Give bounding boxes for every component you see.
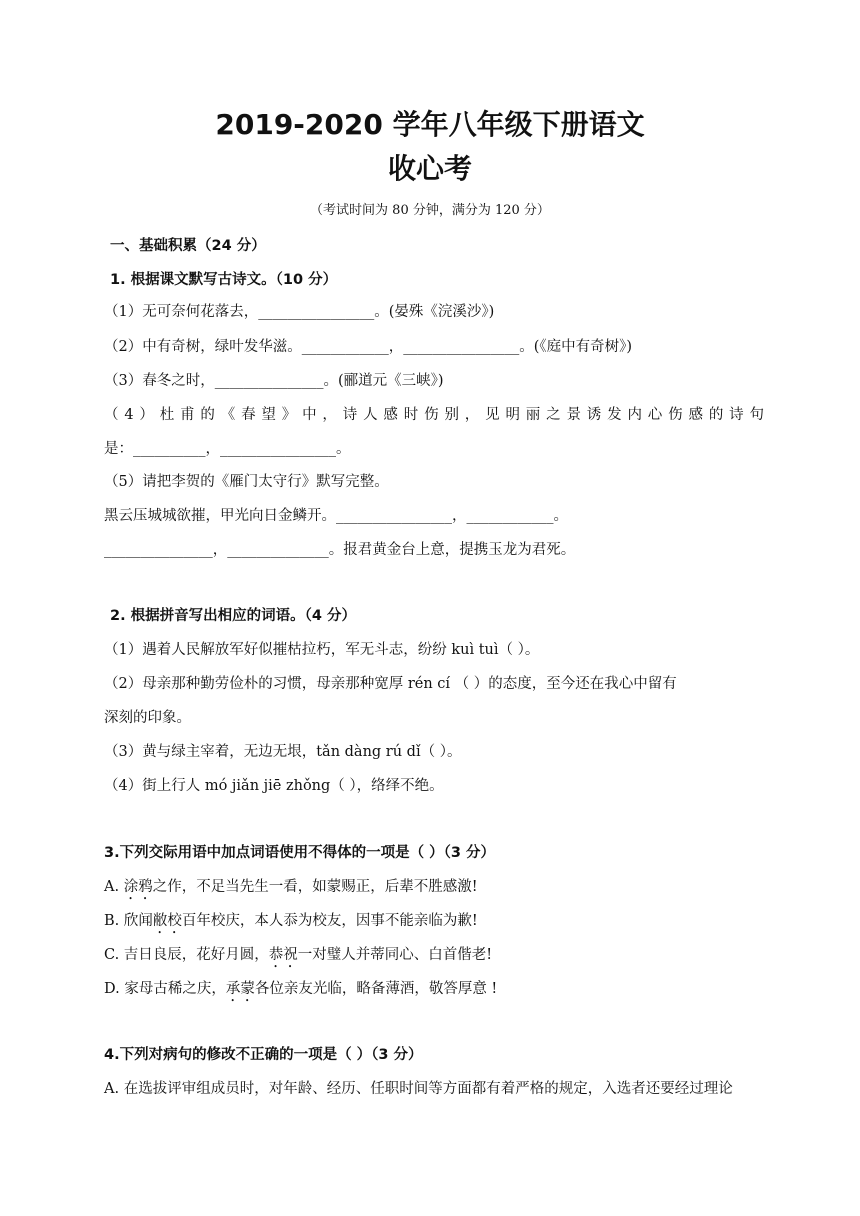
option-pre: 家母古稀之庆， <box>124 981 226 997</box>
option-pre: 吉日良辰，花好月圆， <box>123 947 269 963</box>
option-label: A. <box>104 879 120 895</box>
exam-time-note: （考试时间为 80 分钟，满分为 120 分） <box>310 203 550 218</box>
question-3-option <box>104 911 764 937</box>
question-1-line: （2）中有奇树，绿叶发华滋。____________，________________。(《庭中有奇树》) <box>104 339 633 355</box>
section-heading: 一、基础积累（24 分） <box>110 238 266 254</box>
option-label: B. <box>104 913 120 929</box>
question-3-option <box>104 979 764 1005</box>
question-4-option <box>104 1079 764 1099</box>
question-4-title: 4.下列对病句的修改不正确的一项是（ ）（3 分） <box>104 1047 423 1063</box>
option-post: 一对璧人并蒂同心、白首偕老! <box>297 947 493 963</box>
question-1-line: 黑云压城城欲摧，甲光向日金鳞开。________________，____________。 <box>104 508 568 524</box>
question-2-line: （2）母亲那种勤劳俭朴的习惯，母亲那种宽厚 rén cí （ ）的态度，至今还在我心中留有 <box>104 676 677 692</box>
question-1-line: （1）无可奈何花落去，________________。(晏殊《浣溪沙》) <box>104 304 495 320</box>
question-1-line: （5）请把李贺的《雁门太守行》默写完整。 <box>104 474 389 490</box>
option-text: 在选拔评审组成员时，对年龄、经历、任职时间等方面都有着严格的规定，入选者还要经过理论 <box>123 1081 733 1097</box>
option-label: A. <box>104 1081 120 1097</box>
dotted-word: 涂鸦 <box>123 879 153 895</box>
question-1-line: （4）杜甫的《春望》中，诗人感时伤别，见明丽之景诱发内心伤感的诗句 <box>104 407 764 423</box>
exam-title: 2019-2020 学年八年级下册语文 <box>215 108 645 141</box>
question-1-title: 1. 根据课文默写古诗文。（10 分） <box>110 272 338 288</box>
question-1-line: 是：__________，________________。 <box>104 441 351 457</box>
question-2-line: （3）黄与绿主宰着，无边无垠，tǎn dàng rú dǐ（ ）。 <box>104 744 462 760</box>
dotted-word: 敝校 <box>152 913 182 929</box>
dotted-word: 恭祝 <box>268 947 298 963</box>
question-1-line: _______________，______________。报君黄金台上意，提携玉龙为君死。 <box>104 542 576 558</box>
option-label: D. <box>104 981 120 997</box>
question-1-line: （3）春冬之时，_______________。(郦道元《三峡》) <box>104 373 444 389</box>
option-pre: 欣闻 <box>123 913 153 929</box>
question-3-option <box>104 945 764 971</box>
question-3-title: 3.下列交际用语中加点词语使用不得体的一项是（ ）（3 分） <box>104 845 496 861</box>
question-2-line: （4）街上行人 mó jiǎn jiē zhǒng（ ），络绎不绝。 <box>104 778 444 794</box>
question-2-title: 2. 根据拼音写出相应的词语。（4 分） <box>110 608 357 624</box>
question-3-option <box>104 877 764 903</box>
question-2-line: （1）遇着人民解放军好似摧枯拉朽，军无斗志，纷纷 kuì tuì（ ）。 <box>104 642 540 658</box>
option-post: 百年校庆，本人忝为校友，因事不能亲临为歉! <box>181 913 478 929</box>
question-2-line: 深刻的印象。 <box>104 710 191 726</box>
dotted-word: 承蒙 <box>225 981 255 997</box>
option-post: 之作，不足当先生一看，如蒙赐正，后辈不胜感激! <box>152 879 478 895</box>
option-label: C. <box>104 947 120 963</box>
exam-subtitle: 收心考 <box>387 152 472 185</box>
option-post: 各位亲友光临，略备薄酒，敬答厚意 ! <box>254 981 498 997</box>
